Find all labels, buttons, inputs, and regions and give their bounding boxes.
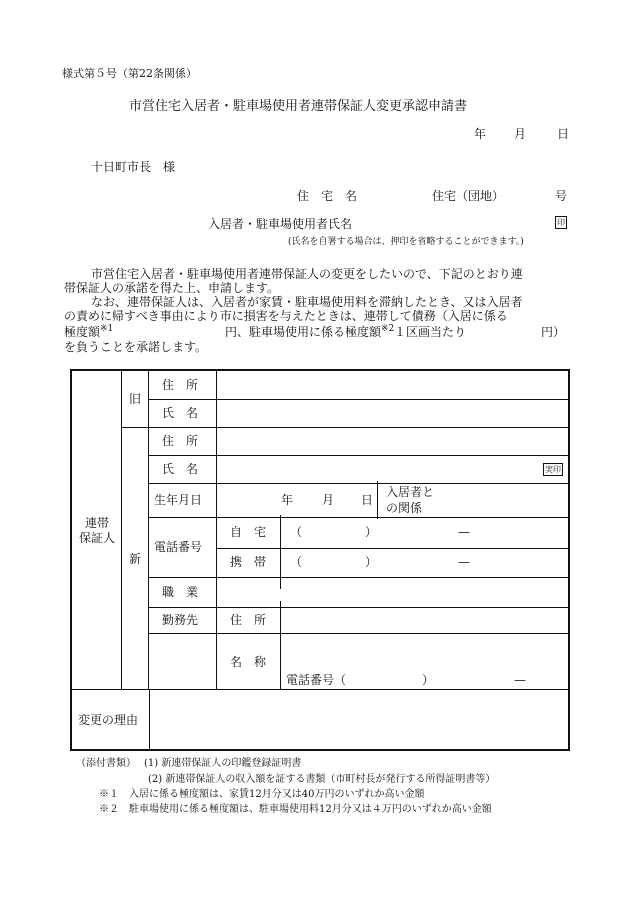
para2-line3-d: 円） bbox=[541, 325, 566, 339]
body-text bbox=[64, 267, 564, 323]
phone-label: 電話番号 bbox=[154, 540, 203, 554]
addressee: 十日町市長 様 bbox=[91, 160, 176, 174]
mobile-paren-open: （ bbox=[290, 555, 303, 569]
occupation-label: 職 業 bbox=[162, 585, 199, 599]
limit-label-residence: 極度額 bbox=[64, 325, 101, 339]
birthdate-label: 生年月日 bbox=[154, 493, 203, 507]
home-paren-open: （ bbox=[290, 525, 303, 539]
date-year: 年 bbox=[474, 127, 487, 141]
divider bbox=[148, 371, 149, 689]
applicant-seal: 印 bbox=[557, 218, 565, 227]
relation-label-2: の関係 bbox=[386, 501, 423, 515]
divider bbox=[377, 481, 378, 519]
divider bbox=[148, 455, 570, 456]
divider bbox=[149, 689, 150, 749]
divider bbox=[148, 483, 570, 484]
mobile-dash: — bbox=[458, 555, 470, 569]
per-slot-label: １区画当たり bbox=[394, 325, 467, 339]
divider bbox=[216, 548, 570, 549]
divider bbox=[121, 427, 570, 428]
divider bbox=[72, 689, 570, 690]
workplace-label: 勤務先 bbox=[162, 613, 199, 627]
para2-line1: なお、連帯保証人は、入居者が家賃・駐車場使用料を滞納したとき、又は入居者 bbox=[91, 295, 523, 309]
para2-line3-b bbox=[225, 323, 394, 340]
home-phone-label: 自 宅 bbox=[230, 525, 267, 539]
work-phone-close: ） bbox=[422, 673, 435, 687]
form-number: 様式第５号（第22条関係） bbox=[62, 67, 197, 80]
birth-year: 年 bbox=[281, 493, 294, 507]
birth-day: 日 bbox=[361, 493, 374, 507]
divider bbox=[148, 577, 570, 578]
new-label: 新 bbox=[129, 552, 142, 566]
mobile-paren-close: ） bbox=[365, 555, 378, 569]
limit-label-parking: 円、駐車場使用に係る極度額 bbox=[225, 325, 382, 339]
para2-line4: を負うことを承諾します。 bbox=[64, 340, 208, 354]
footnote-1: ※１ 入居に係る極度額は、家賃12月分又は40万円のいずれか高い金額 bbox=[99, 789, 425, 800]
date-day: 日 bbox=[557, 127, 570, 141]
reason-label: 変更の理由 bbox=[78, 713, 139, 727]
work-phone-dash: — bbox=[514, 673, 526, 687]
applicant-note: (氏名を自署する場合は、押印を省略することができます。) bbox=[288, 237, 524, 247]
old-address-label: 住 所 bbox=[162, 378, 199, 392]
guarantor-label-2: 保証人 bbox=[79, 531, 116, 545]
mobile-phone-label: 携 帯 bbox=[230, 555, 267, 569]
old-label: 旧 bbox=[129, 392, 142, 406]
divider bbox=[148, 633, 570, 634]
new-name-label: 氏 名 bbox=[162, 462, 199, 476]
housing-number-label: 号 bbox=[555, 189, 568, 203]
divider bbox=[148, 607, 570, 608]
form-title: 市営住宅入居者・駐車場使用者連帯保証人変更承認申請書 bbox=[129, 99, 468, 114]
applicant-name-label: 入居者・駐車場使用者氏名 bbox=[208, 217, 353, 231]
housing-name-label: 住 宅 名 bbox=[297, 189, 358, 203]
divider bbox=[148, 399, 570, 400]
work-phone-label: 電話番号（ bbox=[286, 673, 347, 687]
home-dash: — bbox=[458, 525, 470, 539]
para1-line2: 帯保証人の承諾を得た上、申請します。 bbox=[64, 281, 280, 295]
home-paren-close: ） bbox=[365, 525, 378, 539]
divider bbox=[216, 371, 217, 689]
divider bbox=[121, 371, 122, 689]
work-name-label: 名 称 bbox=[230, 655, 267, 669]
jitsuin-seal: 実印 bbox=[545, 465, 561, 474]
birth-month: 月 bbox=[322, 493, 335, 507]
attachments-label: （添付書類） bbox=[76, 758, 136, 769]
attachment-2: (2) 新連帯保証人の収入額を証する書類（市町村長が発行する所得証明書等） bbox=[148, 774, 496, 785]
divider bbox=[148, 517, 570, 518]
attachment-1: (1) 新連帯保証人の印鑑登録証明書 bbox=[144, 758, 302, 769]
new-address-label: 住 所 bbox=[162, 434, 199, 448]
note1-mark: ※1 bbox=[100, 324, 114, 334]
guarantor-table bbox=[70, 369, 570, 751]
divider bbox=[280, 601, 281, 689]
date-month: 月 bbox=[514, 127, 527, 141]
work-address-label: 住 所 bbox=[230, 613, 267, 627]
housing-name-value: 住宅（団地） bbox=[432, 189, 505, 203]
note2-mark: ※2 bbox=[381, 324, 395, 334]
old-name-label: 氏 名 bbox=[162, 406, 199, 420]
relation-label-1: 入居者と bbox=[386, 485, 435, 499]
para1-line1: 市営住宅入居者・駐車場使用者連帯保証人の変更をしたいので、下記のとおり連 bbox=[91, 267, 523, 281]
para2-line2: の責めに帰すべき事由により市に損害を与えたときは、連帯して債務（入居に係る bbox=[64, 309, 508, 323]
footnote-2: ※２ 駐車場使用に係る極度額は、駐車場使用料12月分又は４万円のいずれか高い金額 bbox=[99, 804, 492, 815]
guarantor-label-1: 連帯 bbox=[85, 516, 110, 530]
